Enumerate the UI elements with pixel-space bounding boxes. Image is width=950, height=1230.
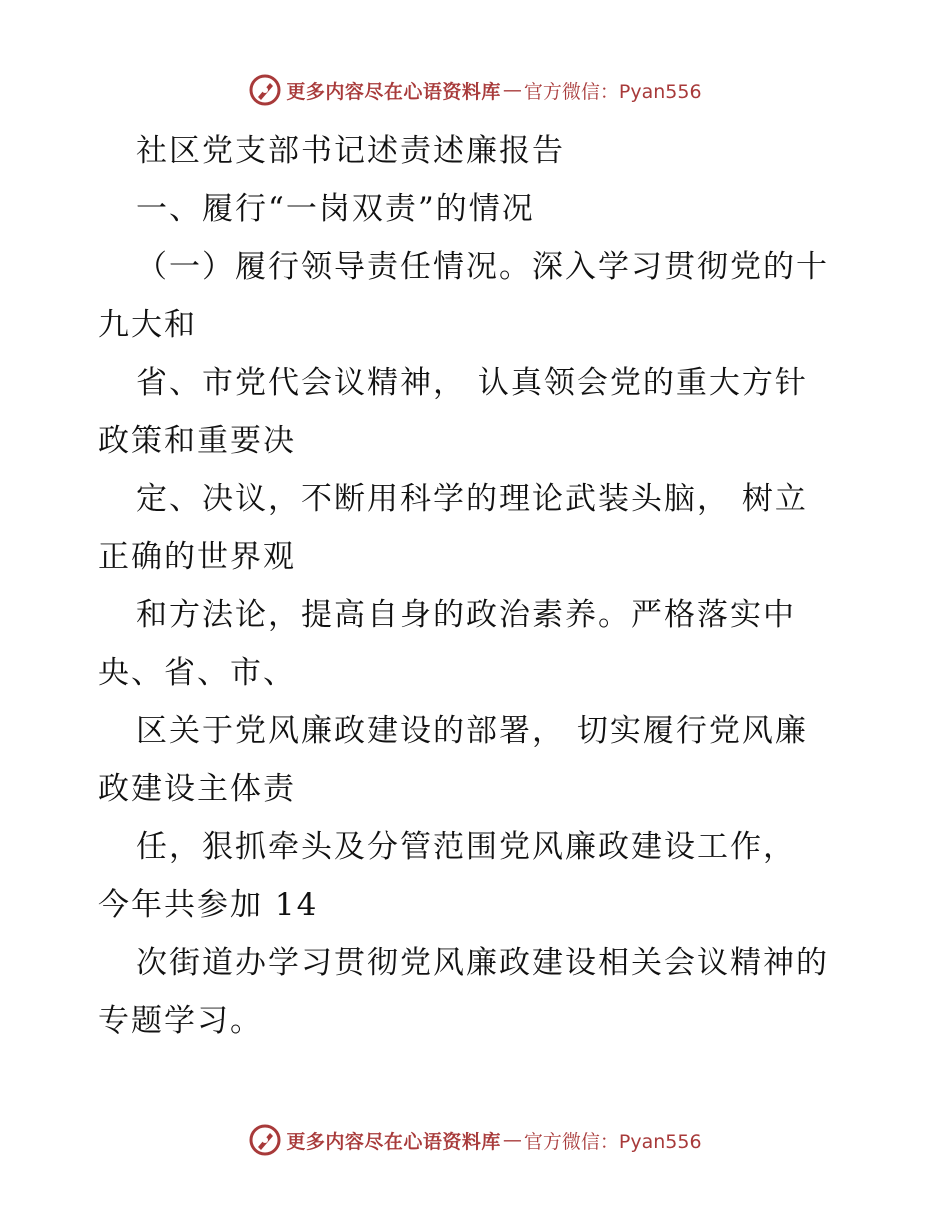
header-banner (0, 70, 950, 110)
paragraph-line: 今年共参加 14 (98, 887, 319, 923)
banner-wechat-text: 官方微信：Pyan556 (523, 1130, 702, 1153)
paragraph-line: 省、市党代会议精神， 认真领会党的重大方针 (136, 365, 808, 401)
document-body (98, 122, 858, 1050)
footer-banner (0, 1120, 950, 1160)
paragraph-line: 区关于党风廉政建设的部署， 切实履行党风廉 (136, 713, 808, 749)
paragraph-line: 央、省、市、 (98, 655, 296, 691)
paragraph-line: 一、履行“一岗双责”的情况 (136, 191, 535, 227)
pen-logo-icon (248, 73, 282, 107)
document-lines (98, 180, 858, 1050)
document-title: 社区党支部书记述责述廉报告 (136, 133, 565, 169)
banner-wechat-text: 官方微信：Pyan556 (523, 80, 702, 103)
paragraph-line: 任，狠抓牵头及分管范围党风廉政建设工作， (136, 829, 796, 865)
banner-main-text: 更多内容尽在心语资料库 (286, 1130, 501, 1153)
banner-main-text: 更多内容尽在心语资料库 (286, 80, 501, 103)
paragraph-line: 定、决议，不断用科学的理论武装头脑， 树立 (136, 481, 808, 517)
paragraph-line: （一）履行领导责任情况。深入学习贯彻党的十 (136, 249, 829, 285)
banner-separator: — (502, 1129, 522, 1151)
paragraph-line: 九大和 (98, 307, 197, 343)
paragraph-line: 政建设主体责 (98, 771, 296, 807)
paragraph-line: 正确的世界观 (98, 539, 296, 575)
banner-separator: — (502, 79, 522, 101)
paragraph-line: 专题学习。 (98, 1003, 263, 1039)
pen-logo-icon (248, 1123, 282, 1157)
paragraph-line: 政策和重要决 (98, 423, 296, 459)
paragraph-line: 和方法论，提高自身的政治素养。严格落实中 (136, 597, 796, 633)
paragraph-line: 次街道办学习贯彻党风廉政建设相关会议精神的 (136, 945, 829, 981)
